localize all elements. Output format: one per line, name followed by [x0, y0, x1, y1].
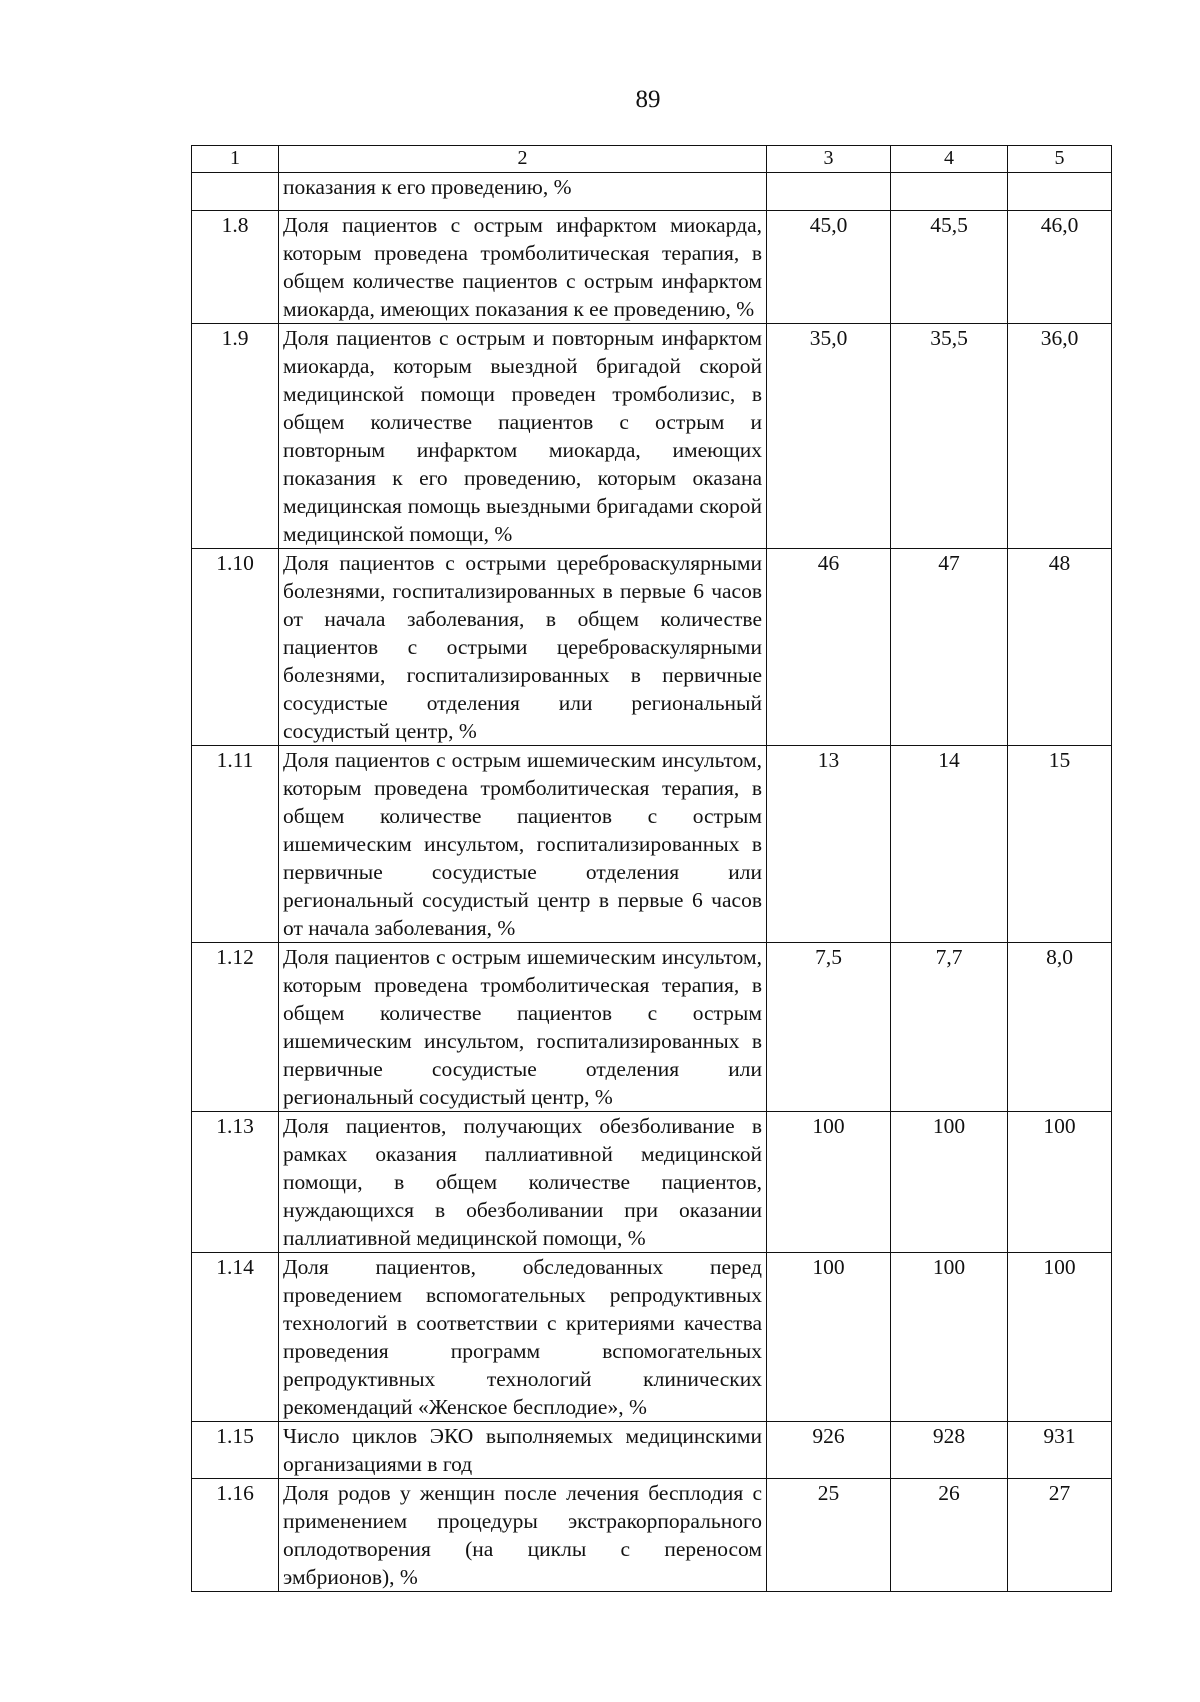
row-value: 25 [767, 1479, 891, 1592]
row-description: Доля пациентов с острыми цереброваскулярными болезнями, госпитализированных в первые 6 часов от начала заболевания, в общем количестве пациентов с острыми цереброваскулярными болезнями, госпитализированных в первичные сосудистые отделения или региональный сосудистый центр, % [279, 549, 767, 746]
table-row [192, 1253, 1112, 1422]
row-value: 7,7 [891, 943, 1008, 1112]
row-value: 46 [767, 549, 891, 746]
row-value [1008, 173, 1112, 211]
row-value: 45,5 [891, 211, 1008, 324]
table-row [192, 324, 1112, 549]
table-row [192, 549, 1112, 746]
column-number-header: 3 [767, 146, 891, 173]
column-number-header: 5 [1008, 146, 1112, 173]
row-value: 26 [891, 1479, 1008, 1592]
row-value: 48 [1008, 549, 1112, 746]
row-number: 1.8 [192, 211, 279, 324]
column-number-header: 4 [891, 146, 1008, 173]
row-value: 13 [767, 746, 891, 943]
indicators-table [191, 145, 1112, 1592]
row-description: Доля пациентов с острым инфарктом миокарда, которым проведена тромболитическая терапия, в общем количестве пациентов с острым инфарктом миокарда, имеющих показания к ее проведению, % [279, 211, 767, 324]
row-number: 1.16 [192, 1479, 279, 1592]
row-description: Доля пациентов, обследованных перед проведением вспомогательных репродуктивных технологий в соответствии с критериями качества проведения программ вспомогательных репродуктивных технологий клинических рекомендаций «Женское бесплодие», % [279, 1253, 767, 1422]
table-row [192, 943, 1112, 1112]
row-number: 1.11 [192, 746, 279, 943]
row-number: 1.14 [192, 1253, 279, 1422]
row-value: 928 [891, 1422, 1008, 1479]
table-row [192, 1112, 1112, 1253]
row-value: 35,0 [767, 324, 891, 549]
row-value: 100 [767, 1253, 891, 1422]
row-value: 7,5 [767, 943, 891, 1112]
column-number-header: 2 [279, 146, 767, 173]
row-number: 1.9 [192, 324, 279, 549]
row-description: показания к его проведению, % [279, 173, 767, 211]
row-value: 45,0 [767, 211, 891, 324]
row-value: 27 [1008, 1479, 1112, 1592]
row-description: Доля пациентов с острым ишемическим инсультом, которым проведена тромболитическая терапия, в общем количестве пациентов с острым ишемическим инсультом, госпитализированных в первичные сосудистые отделения или региональный сосудистый центр, % [279, 943, 767, 1112]
row-description: Доля пациентов с острым ишемическим инсультом, которым проведена тромболитическая терапия, в общем количестве пациентов с острым ишемическим инсультом, госпитализированных в первичные сосудистые отделения или региональный сосудистый центр в первые 6 часов от начала заболевания, % [279, 746, 767, 943]
row-number: 1.15 [192, 1422, 279, 1479]
row-value: 100 [1008, 1253, 1112, 1422]
row-number: 1.13 [192, 1112, 279, 1253]
row-description: Доля родов у женщин после лечения бесплодия с применением процедуры экстракорпорального оплодотворения (на циклы с переносом эмбрионов), % [279, 1479, 767, 1592]
row-value: 46,0 [1008, 211, 1112, 324]
row-value: 36,0 [1008, 324, 1112, 549]
table-row [192, 1422, 1112, 1479]
column-number-header: 1 [192, 146, 279, 173]
table-row [192, 211, 1112, 324]
row-value: 100 [891, 1253, 1008, 1422]
row-value [767, 173, 891, 211]
row-value: 926 [767, 1422, 891, 1479]
table-row-continuation [192, 173, 1112, 211]
row-value: 100 [767, 1112, 891, 1253]
table-row [192, 746, 1112, 943]
row-description: Доля пациентов с острым и повторным инфарктом миокарда, которым выездной бригадой скорой медицинской помощи проведен тромболизис, в общем количестве пациентов с острым и повторным инфарктом миокарда, имеющих показания к его проведению, которым оказана медицинская помощь выездными бригадами скорой медицинской помощи, % [279, 324, 767, 549]
row-value: 931 [1008, 1422, 1112, 1479]
row-value: 35,5 [891, 324, 1008, 549]
row-value: 100 [891, 1112, 1008, 1253]
row-description: Доля пациентов, получающих обезболивание в рамках оказания паллиативной медицинской помощи, в общем количестве пациентов, нуждающихся в обезболивании при оказании паллиативной медицинской помощи, % [279, 1112, 767, 1253]
page-number: 89 [635, 86, 661, 113]
row-value: 8,0 [1008, 943, 1112, 1112]
row-number [192, 173, 279, 211]
row-value: 15 [1008, 746, 1112, 943]
table-row [192, 1479, 1112, 1592]
row-value: 47 [891, 549, 1008, 746]
row-description: Число циклов ЭКО выполняемых медицинскими организациями в год [279, 1422, 767, 1479]
row-value [891, 173, 1008, 211]
row-value: 100 [1008, 1112, 1112, 1253]
row-number: 1.10 [192, 549, 279, 746]
table-header-row [192, 146, 1112, 173]
row-value: 14 [891, 746, 1008, 943]
row-number: 1.12 [192, 943, 279, 1112]
